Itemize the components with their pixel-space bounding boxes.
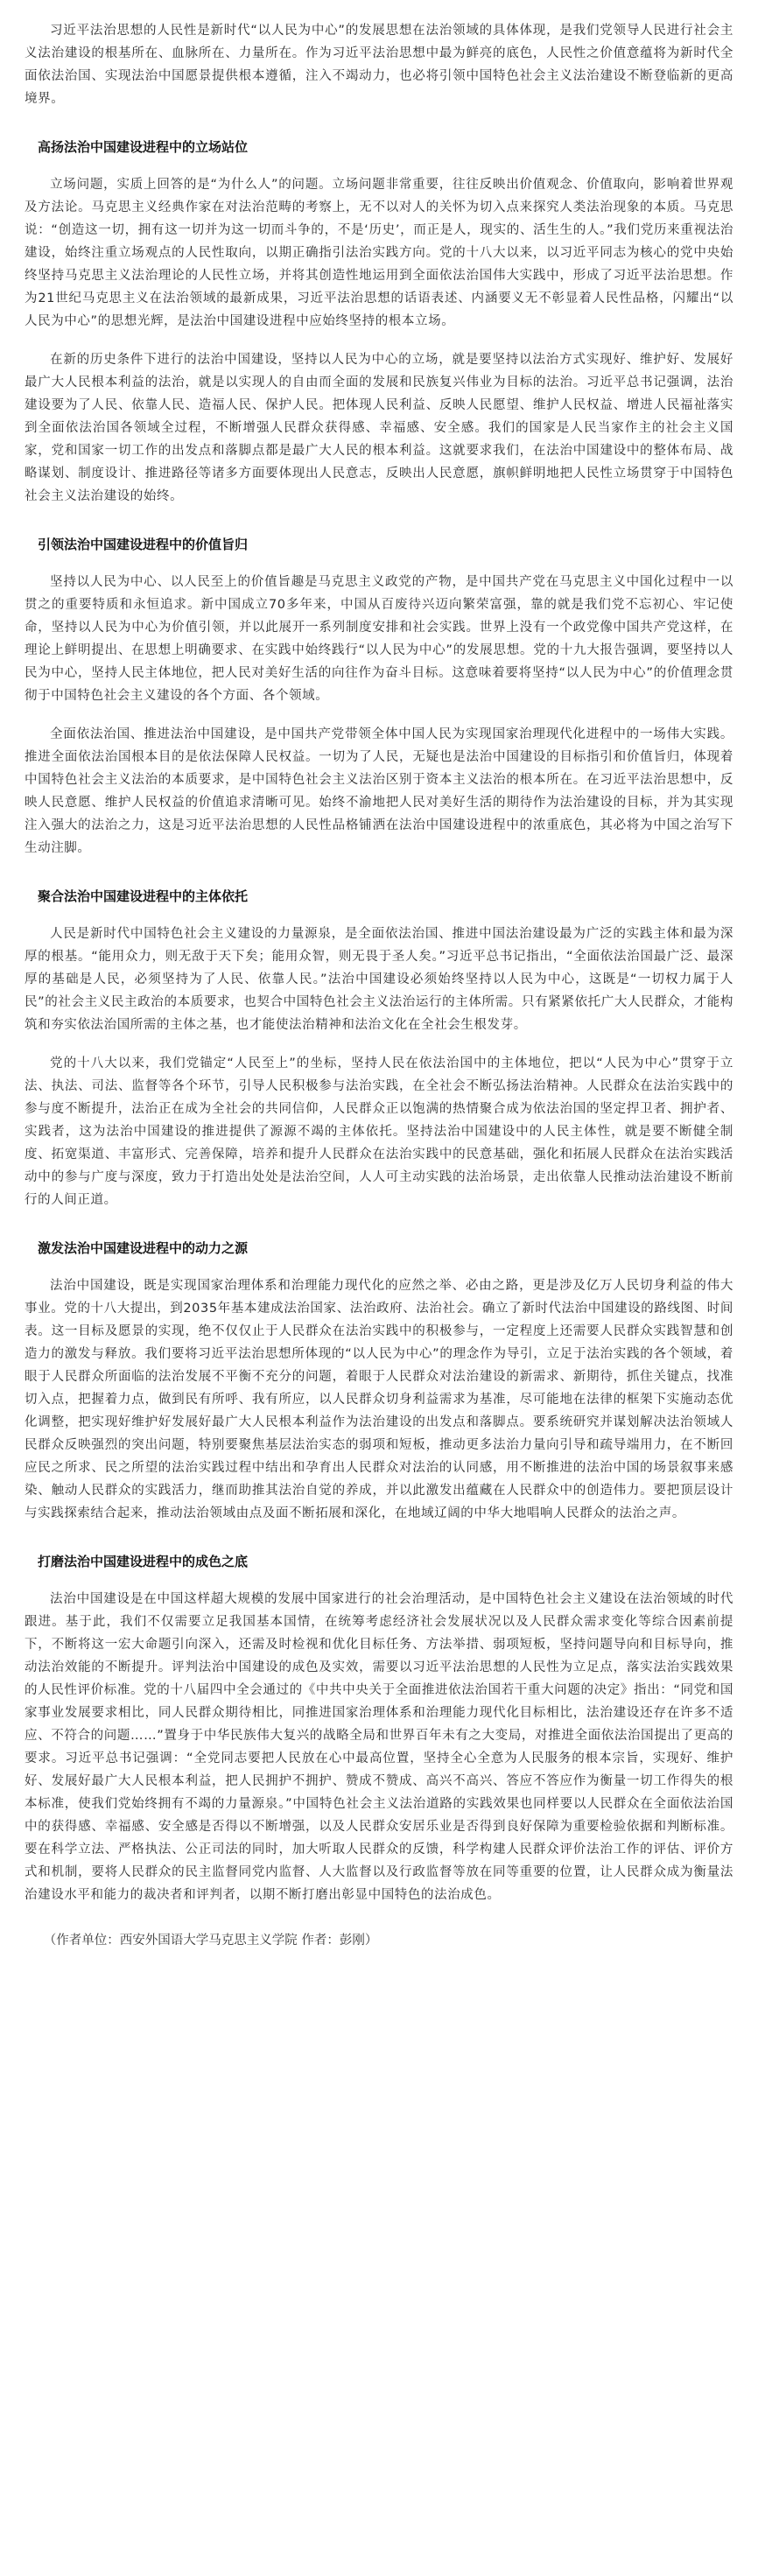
section-heading-value: 引领法治中国建设进程中的价值旨归: [38, 537, 249, 552]
paragraph: 党的十八大以来，我们党锚定“人民至上”的坐标，坚持人民在依法治国中的主体地位，把以“人民为中心”贯穿于立法、执法、司法、监督等各个环节，引导人民积极参与法治实践，在全社会不断弘扬法治精神。人民群众在法治实践中的参与度不断提升，法治正在成为全社会的共同信仰，人民群众正以饱满的热情聚合成为依法治国的坚定捍卫者、拥护者、实践者，这为法治中国建设的推进提供了源源不竭的主体依托。坚持法治中国建设中的人民主体性，就是要不断健全制度、拓宽渠道、丰富形式、完善保障，培养和提升人民群众在法治实践中的民意基础，强化和拓展人民群众在法治实践活动中的参与广度与深度，致力于打造出处处是法治空间，人人可主动实践的法治场景，走出依靠人民推动法治建设不断前行的人间正道。: [25, 1056, 733, 1207]
section-heading-stance: 高扬法治中国建设进程中的立场站位: [38, 139, 249, 155]
section-heading-quality: 打磨法治中国建设进程中的成色之底: [38, 1554, 249, 1569]
paragraph: 立场问题，实质上回答的是“为什么人”的问题。立场问题非常重要，往往反映出价值观念、价值取向，影响着世界观及方法论。马克思主义经典作家在对法治范畴的考察上，无不以对人的关怀为切入点来探究人类法治现象的本质。马克思说：“创造这一切，拥有这一切并为这一切而斗争的，不是‘历史’，而正是人，现实的、活生生的人。”我们党历来重视法治建设，始终注重立场观点的人民性取向，以期正确指引法治实践方向。党的十八大以来，以习近平同志为核心的党中央始终坚持马克思主义法治理论的人民性立场，并将其创造性地运用到全面依法治国伟大实践中，形成了习近平法治思想。作为21世纪马克思主义在法治领域的最新成果，习近平法治思想的话语表述、内涵要义无不彰显着人民性品格，闪耀出“以人民为中心”的思想光辉，是法治中国建设进程中应始终坚持的根本立场。: [25, 178, 733, 328]
paragraph: 在新的历史条件下进行的法治中国建设，坚持以人民为中心的立场，就是要坚持以法治方式实现好、维护好、发展好最广大人民根本利益的法治，就是以实现人的自由而全面的发展和民族复兴伟业为目标的法治。习近平总书记强调，法治建设要为了人民、依靠人民、造福人民、保护人民。把体现人民利益、反映人民愿望、维护人民权益、增进人民福祉落实到全面依法治国各领域全过程，不断增强人民群众获得感、幸福感、安全感。我们的国家是人民当家作主的社会主义国家，党和国家一切工作的出发点和落脚点都是最广大人民的根本利益。这就要求我们，在法治中国建设中的整体布局、战略谋划、制度设计、推进路径等诸多方面要体现出人民意志，反映出人民意愿，旗帜鲜明地把人民性立场贯穿于中国特色社会主义法治建设的始终。: [25, 353, 733, 503]
paragraph: 法治中国建设，既是实现国家治理体系和治理能力现代化的应然之举、必由之路，更是涉及亿万人民切身利益的伟大事业。党的十八大提出，到2035年基本建成法治国家、法治政府、法治社会。确立了新时代法治中国建设的路线图、时间表。这一目标及愿景的实现，绝不仅仅止于人民群众在法治实践中的积极参与，一定程度上还需要人民群众实践智慧和创造力的激发与释放。我们要将习近平法治思想所体现的“以人民为中心”的理念作为导引，立足于法治实践的各个领域，着眼于人民群众所面临的法治发展不平衡不充分的问题，着眼于人民群众对法治建设的新需求、新期待，抓住关键点，找准切入点，把握着力点，做到民有所呼、我有所应，以人民群众切身利益需求为基准，尽可能地在法律的框架下实施动态优化调整，把实现好维护好发展好最广大人民根本利益作为法治建设的出发点和落脚点。要系统研究并谋划解决法治领域人民群众反映强烈的突出问题，特别要聚焦基层法治实态的弱项和短板，推动更多法治力量向引导和疏导端用力，在不断回应民之所求、民之所望的法治实践过程中结出和孕育出人民群众对法治的认同感，用不断推进的法治中国的场景叙事来感染、触动人民群众的实践活力，继而助推其法治自觉的养成，并以此激发出蕴藏在人民群众中的创造伟力。要把顶层设计与实践探索结合起来，推动法治领域由点及面不断拓展和深化，在地域辽阔的中华大地唱响人民群众的法治之声。: [25, 1279, 733, 1520]
section-heading-motivation: 激发法治中国建设进程中的动力之源: [38, 1240, 249, 1256]
intro-paragraph: 习近平法治思想的人民性是新时代“以人民为中心”的发展思想在法治领域的具体体现，是我们党领导人民进行社会主义法治建设的根基所在、血脉所在、力量所在。作为习近平法治思想中最为鲜亮的底色，人民性之价值意蕴将为新时代全面依法治国、实现法治中国愿景提供根本遵循，注入不竭动力，也必将引领中国特色社会主义法治建设不断登临新的更高境界。: [25, 24, 733, 106]
paragraph: 坚持以人民为中心、以人民至上的价值旨趣是马克思主义政党的产物，是中国共产党在马克思主义中国化过程中一以贯之的重要特质和永恒追求。新中国成立70多年来，中国从百废待兴迈向繁荣富强，靠的就是我们党不忘初心、牢记使命，坚持以人民为中心为价值引领，并以此展开一系列制度安排和社会实践。世界上没有一个政党像中国共产党这样，在理论上鲜明提出、在思想上明确要求、在实践中始终践行“以人民为中心”的发展思想。党的十九大报告强调，要坚持以人民为中心，坚持人民主体地位，把人民对美好生活的向往作为奋斗目标。这意味着要将坚持“以人民为中心”的价值理念贯彻于中国特色社会主义建设的各个方面、各个领域。: [25, 575, 733, 703]
paragraph: 全面依法治国、推进法治中国建设，是中国共产党带领全体中国人民为实现国家治理现代化进程中的一场伟大实践。推进全面依法治国根本目的是依法保障人民权益。一切为了人民，无疑也是法治中国建设的目标指引和价值旨归，体现着中国特色社会主义法治的本质要求，是中国特色社会主义法治区别于资本主义法治的根本所在。在习近平法治思想中，反映人民意愿、维护人民权益的价值追求清晰可见。始终不渝地把人民对美好生活的期待作为法治建设的目标，并为其实现注入强大的法治之力，这是习近平法治思想的人民性品格铺洒在法治中国建设进程中的浓重底色，其必将为中国之治写下生动注脚。: [25, 727, 733, 855]
section-heading-subject: 聚合法治中国建设进程中的主体依托: [38, 888, 249, 904]
paragraph: 法治中国建设是在中国这样超大规模的发展中国家进行的社会治理活动，是中国特色社会主义建设在法治领域的时代跟进。基于此，我们不仅需要立足我国基本国情，在统筹考虑经济社会发展状况以及人民群众需求变化等综合因素前提下，不断将这一宏大命题引向深入，还需及时检视和优化目标任务、方法举措、弱项短板，坚持问题导向和目标导向，推动法治效能的不断提升。评判法治中国建设的成色及实效，需要以习近平法治思想的人民性为立足点，落实法治实践效果的人民性评价标准。党的十八届四中全会通过的《中共中央关于全面推进依法治国若干重大问题的决定》指出：“同党和国家事业发展要求相比，同人民群众期待相比，同推进国家治理体系和治理能力现代化目标相比，法治建设还存在许多不适应、不符合的问题……”置身于中华民族伟大复兴的战略全局和世界百年未有之大变局，对推进全面依法治国提出了更高的要求。习近平总书记强调：“全党同志要把人民放在心中最高位置，坚持全心全意为人民服务的根本宗旨，实现好、维护好、发展好最广大人民根本利益，把人民拥护不拥护、赞成不赞成、高兴不高兴、答应不答应作为衡量一切工作得失的根本标准，使我们党始终拥有不竭的力量源泉。”中国特色社会主义法治道路的实践效果也同样要以人民群众在全面依法治国中的获得感、幸福感、安全感是否得以不断增强，以及人民群众安居乐业是否得到良好保障为重要检验依据和判断标准。要在科学立法、严格执法、公正司法的同时，加大听取人民群众的反馈，科学构建人民群众评价法治工作的评估、评价方式和机制，要将人民群众的民主监督同党内监督、人大监督以及行政监督等放在同等重要的位置，让人民群众成为衡量法治建设水平和能力的裁决者和评判者，以期不断打磨出彰显中国特色的法治成色。: [25, 1592, 733, 1902]
paragraph: 人民是新时代中国特色社会主义建设的力量源泉，是全面依法治国、推进中国法治建设最为广泛的实践主体和最为深厚的根基。“能用众力，则无敌于天下矣；能用众智，则无畏于圣人矣。”习近平总书记指出，“全面依法治国最广泛、最深厚的基础是人民，必须坚持为了人民、依靠人民。”法治中国建设必须始终坚持以人民为中心，这既是“一切权力属于人民”的社会主义民主政治的本质要求，也契合中国特色社会主义法治运行的主体所需。只有紧紧依托广大人民群众，才能构筑和夯实依法治国所需的主体之基，也才能使法治精神和法治文化在全社会生根发芽。: [25, 927, 733, 1032]
author-byline: （作者单位：西安外国语大学马克思主义学院 作者：彭刚）: [43, 1934, 378, 1948]
